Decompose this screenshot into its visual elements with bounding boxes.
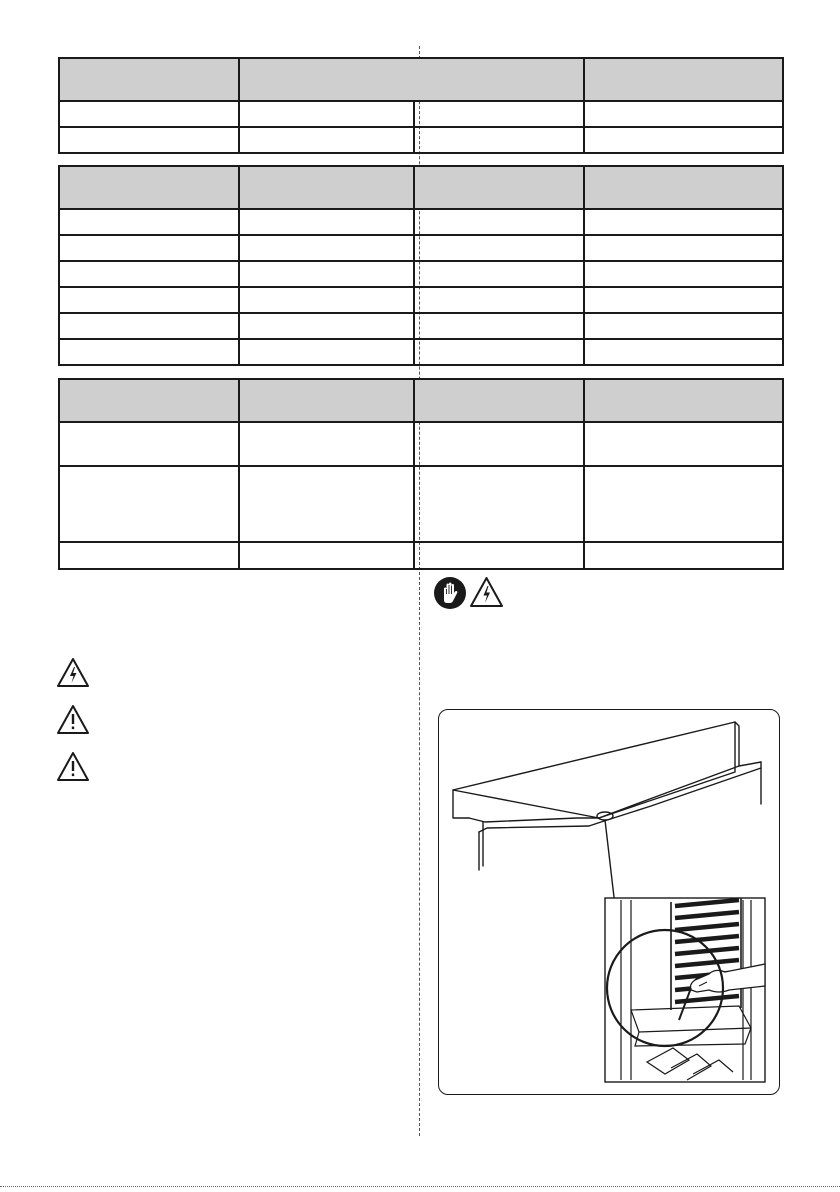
table-cell bbox=[239, 209, 414, 235]
table-row bbox=[59, 101, 783, 127]
table-row bbox=[59, 287, 783, 313]
table-row bbox=[59, 209, 783, 235]
table-cell bbox=[414, 209, 584, 235]
table-row bbox=[59, 313, 783, 339]
drain-hole-cleaning-illustration bbox=[438, 709, 780, 1095]
table-cell bbox=[239, 466, 414, 542]
table-cell bbox=[414, 127, 584, 153]
table-2-header-cell bbox=[414, 166, 584, 209]
table-cell bbox=[239, 542, 414, 569]
drain-channel-drawing bbox=[439, 710, 779, 1094]
table-cell bbox=[414, 466, 584, 542]
table-cell bbox=[584, 235, 783, 261]
table-3-header-cell bbox=[414, 379, 584, 422]
table-cell bbox=[584, 101, 783, 127]
table-cell bbox=[584, 261, 783, 287]
table-cell bbox=[584, 542, 783, 569]
table-3-header-cell bbox=[239, 379, 414, 422]
table-row bbox=[59, 542, 783, 569]
table-2-header bbox=[59, 166, 783, 209]
table-2-header-cell bbox=[239, 166, 414, 209]
table-cell bbox=[59, 422, 239, 466]
table-row bbox=[59, 127, 783, 153]
caution-warning-icon bbox=[56, 751, 90, 782]
table-cell bbox=[584, 339, 783, 365]
table-cell bbox=[59, 542, 239, 569]
table-cell bbox=[59, 101, 239, 127]
table-1-header-cell bbox=[584, 58, 783, 101]
table-row bbox=[59, 235, 783, 261]
table-1-header-cell bbox=[239, 58, 584, 101]
table-cell bbox=[239, 339, 414, 365]
table-3-header bbox=[59, 379, 783, 422]
table-row bbox=[59, 261, 783, 287]
table-cell bbox=[239, 422, 414, 466]
table-cell bbox=[239, 101, 414, 127]
table-cell bbox=[584, 313, 783, 339]
table-cell bbox=[414, 261, 584, 287]
electric-shock-warning-icon bbox=[56, 657, 90, 688]
table-cell bbox=[414, 101, 584, 127]
table-cell bbox=[59, 261, 239, 287]
table-cell bbox=[59, 287, 239, 313]
electric-shock-warning-icon bbox=[469, 576, 504, 608]
table-cell bbox=[414, 422, 584, 466]
table-cell bbox=[239, 313, 414, 339]
table-cell bbox=[414, 313, 584, 339]
table-cell bbox=[239, 287, 414, 313]
table-row bbox=[59, 422, 783, 466]
table-cell bbox=[59, 235, 239, 261]
table-cell bbox=[584, 209, 783, 235]
table-3-header-cell bbox=[584, 379, 783, 422]
table-cell bbox=[59, 127, 239, 153]
table-cell bbox=[584, 287, 783, 313]
table-2-header-cell bbox=[584, 166, 783, 209]
table-2-header-cell bbox=[59, 166, 239, 209]
table-cell bbox=[414, 542, 584, 569]
table-cell bbox=[239, 261, 414, 287]
table-cell bbox=[59, 313, 239, 339]
do-not-touch-hand-icon bbox=[433, 576, 467, 610]
table-1-header bbox=[59, 58, 783, 101]
table-2 bbox=[58, 165, 784, 366]
table-cell bbox=[239, 127, 414, 153]
table-row bbox=[59, 466, 783, 542]
table-cell bbox=[59, 466, 239, 542]
table-cell bbox=[584, 127, 783, 153]
table-3-header-cell bbox=[59, 379, 239, 422]
table-1 bbox=[58, 57, 784, 154]
caution-warning-icon bbox=[56, 704, 90, 735]
table-cell bbox=[414, 339, 584, 365]
page-bottom-dotted-edge bbox=[0, 1186, 840, 1187]
table-cell bbox=[414, 287, 584, 313]
table-cell bbox=[239, 235, 414, 261]
table-row bbox=[59, 339, 783, 365]
table-3 bbox=[58, 378, 784, 570]
table-cell bbox=[584, 422, 783, 466]
table-cell bbox=[59, 339, 239, 365]
table-cell bbox=[59, 209, 239, 235]
table-1-header-cell bbox=[59, 58, 239, 101]
table-cell bbox=[584, 466, 783, 542]
table-cell bbox=[414, 235, 584, 261]
